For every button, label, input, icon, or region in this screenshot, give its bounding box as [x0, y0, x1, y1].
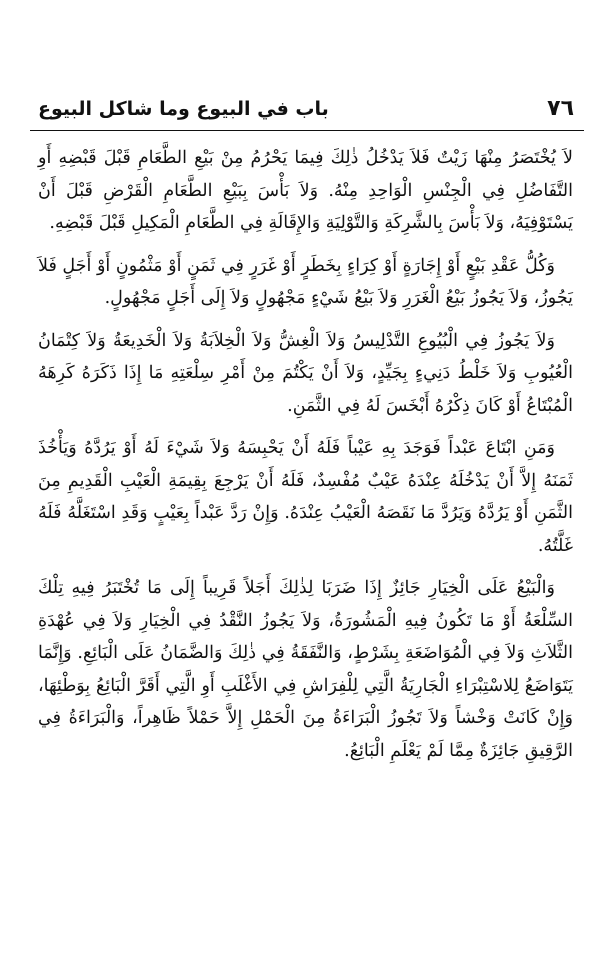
- page-number: ٧٦: [547, 96, 574, 121]
- paragraph: وَمَنِ ابْتَاعَ عَبْداً فَوَجَدَ بِهِ عَيْباً فَلَهُ أَنْ يَحْبِسَهُ وَلاَ شَيْءَ لَهُ أَوْ يَرُدَّهُ وَيَأْخُذَ ثَمَنَهُ إِلاَّ أَنْ يَدْخُلَهُ عِنْدَهُ عَيْبٌ مُفْسِدٌ، فَلَهُ أَنْ يَرْجِعَ بِقِيمَةِ الْعَيْبِ الْقَدِيمِ مِنَ الثَّمَنِ أَوْ يَرُدَّهُ وَيَرُدَّ مَا نَقَصَهُ الْعَيْبُ عِنْدَهُ. وَإِنْ رَدَّ عَبْداً بِعَيْبٍ وَقَدِ اسْتَغَلَّهُ فَلَهُ غَلَّتُهُ.: [38, 438, 573, 556]
- body-text: [38, 142, 573, 777]
- paragraph: وَكُلُّ عَقْدِ بَيْعٍ أَوْ إِجَارَةٍ أَوْ كِرَاءٍ بِخَطَرٍ أَوْ غَرَرٍ فِي ثَمَنٍ أَوْ مَثْمُونٍ أَوْ أَجَلٍ فَلاَ يَجُوزُ، وَلاَ يَجُوزُ بَيْعُ الْغَرَرِ وَلاَ بَيْعُ شَيْءٍ مَجْهُولٍ وَلاَ إِلَى أَجَلٍ مَجْهُولٍ.: [38, 255, 573, 308]
- paragraph: وَالْبَيْعُ عَلَى الْخِيَارِ جَائِزٌ إِذَا ضَرَبَا لِذٰلِكَ أَجَلاً قَرِيباً إِلَى مَا تُخْتَبَرُ فِيهِ تِلْكَ السِّلْعَةُ أَوْ مَا تَكُونُ فِيهِ الْمَشُورَةُ، وَلاَ يَجُوزُ النَّقْدُ فِي الْخِيَارِ وَلاَ فِي عُهْدَةِ الثَّلاَثِ وَلاَ فِي الْمُوَاضَعَةِ بِشَرْطٍ، وَالنَّفَقَةُ فِي ذٰلِكَ وَالضَّمَانُ عَلَى الْبَائِعِ. وَإِنَّمَا يَتَوَاضَعُ لِلاسْتِبْرَاءِ الْجَارِيَةُ الَّتِي لِلْفِرَاشِ فِي الأَغْلَبِ أَوِ الَّتِي أَقَرَّ الْبَائِعُ بِوَطْئِهَا، وَإِنْ كَانَتْ وَخْشاً وَلاَ تَجُوزُ الْبَرَاءَةُ مِنَ الْحَمْلِ إِلاَّ حَمْلاً ظَاهِراً، وَالْبَرَاءَةُ فِي الرَّقِيقِ جَائِزَةٌ مِمَّا لَمْ يَعْلَمِ الْبَائِعُ.: [38, 578, 573, 761]
- paragraph: لاَ يُخْتَصَرُ مِنْهَا زَيْتٌ فَلاَ يَدْخُلُ ذٰلِكَ فِيمَا يَحْرُمُ مِنْ بَيْعِ الطَّعَامِ قَبْلَ قَبْضِهِ أَوِ التَّفَاضُلِ فِي الْجِنْسِ الْوَاحِدِ مِنْهُ. وَلاَ بَأْسَ بِبَيْعِ الطَّعَامِ الْقَرْضِ قَبْلَ أَنْ يَسْتَوْفِيَهُ، وَلاَ بَأْسَ بِالشَّرِكَةِ وَالتَّوْلِيَةِ وَالإِقَالَةِ فِي الطَّعَامِ الْمَكِيلِ قَبْلَ قَبْضِهِ.: [38, 148, 573, 233]
- header-divider: [30, 130, 584, 131]
- page-header: [30, 94, 584, 128]
- running-title: باب في البيوع وما شاكل البيوع: [38, 98, 329, 120]
- paragraph: وَلاَ يَجُوزُ فِي الْبُيُوعِ التَّدْلِيسُ وَلاَ الْغِشُّ وَلاَ الْخِلاَبَةُ وَلاَ الْخَدِيعَةُ وَلاَ كِتْمَانُ الْعُيُوبِ وَلاَ خَلْطُ دَنِيءٍ بِجَيِّدٍ، وَلاَ أَنْ يَكْتُمَ مِنْ أَمْرِ سِلْعَتِهِ مَا إِذَا ذَكَرَهُ كَرِهَهُ الْمُبْتَاعُ أَوْ كَانَ ذِكْرُهُ أَبْخَسَ لَهُ فِي الثَّمَنِ.: [38, 330, 573, 416]
